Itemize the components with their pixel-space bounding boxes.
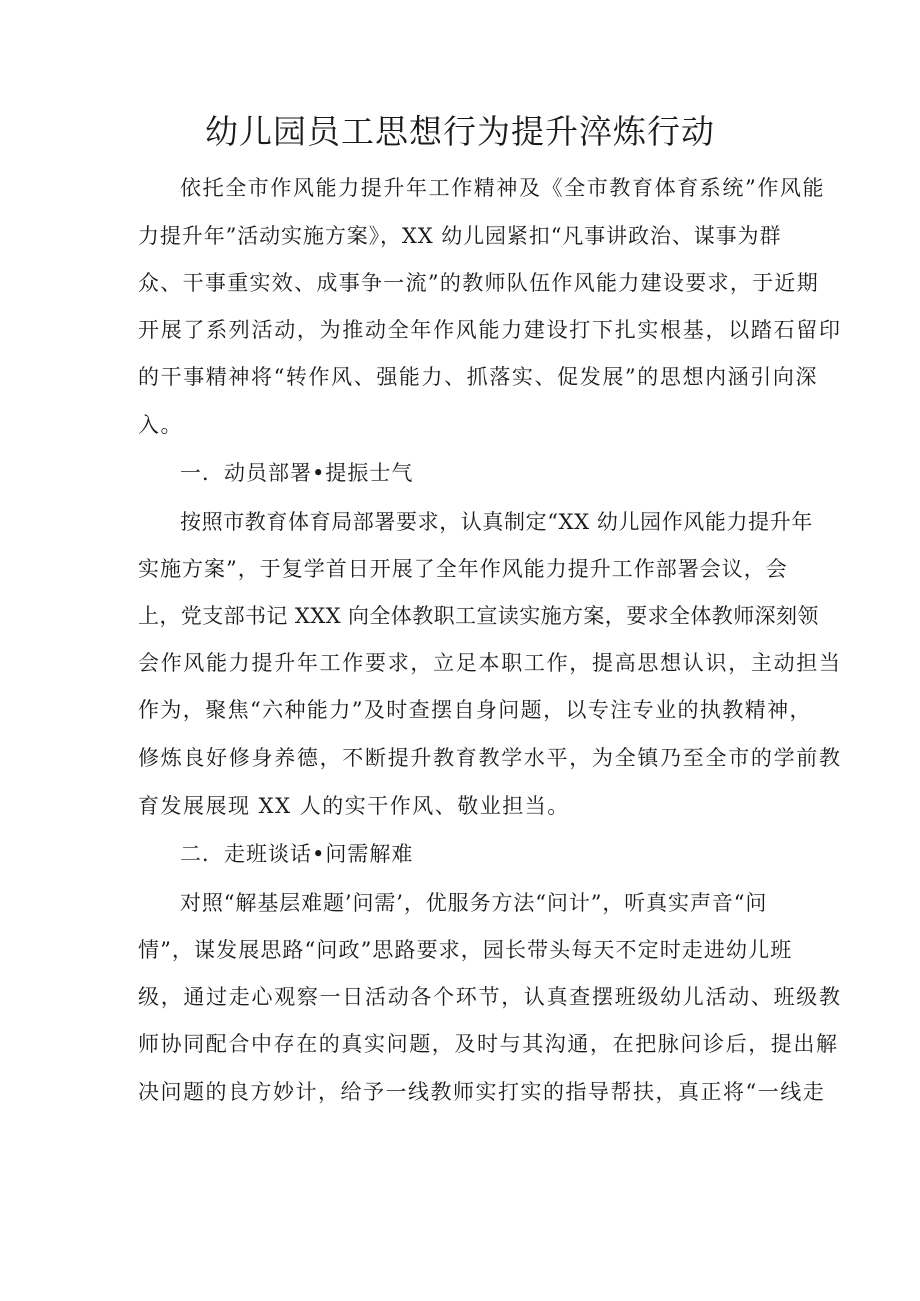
paragraph-line: 入。 [138,413,183,437]
paragraph-line: 级，通过走心观察一日活动各个环节，认真查摆班级幼儿活动、班级教 [138,985,842,1009]
paragraph-line: 上，党支部书记 XXX 向全体教职工宣读实施方案，要求全体教师深刻领 [138,604,819,628]
paragraph-line: 情”，谋发展思路“问政”思路要求，园长带头每天不定时走进幼儿班 [138,938,793,962]
paragraph-line: 师协同配合中存在的真实问题，及时与其沟通，在把脉问诊后，提出解 [138,1032,839,1056]
paragraph-line: 决问题的良方妙计，给予一线教师实打实的指导帮扶，真正将“一线走 [138,1080,826,1104]
paragraph-line: 会作风能力提升年工作要求，立足本职工作，提高思想认识，主动担当 [138,651,842,675]
paragraph-line: 修炼良好修身养德，不断提升教育教学水平，为全镇乃至全市的学前教 [138,746,842,770]
paragraph-line: 依托全市作风能力提升年工作精神及《全市教育体育系统”作风能 [180,176,826,200]
paragraph-line: 实施方案”，于复学首日开展了全年作风能力提升工作部署会议，会 [138,557,788,581]
paragraph-line: 作为，聚焦“六种能力”及时查摆自身问题，以专注专业的执教精神， [138,698,812,722]
paragraph-line: 众、干事重实效、成事争一流”的教师队伍作风能力建设要求，于近期 [138,271,820,295]
section-heading: 二．走班谈话•问需解难 [180,842,414,866]
paragraph-line: 按照市教育体育局部署要求，认真制定“XX 幼儿园作风能力提升年 [180,510,813,534]
paragraph-line: 育发展展现 XX 人的实干作风、敬业担当。 [138,794,570,818]
paragraph-line: 的干事精神将“转作风、强能力、抓落实、促发展”的思想内涵引向深 [138,365,819,389]
paragraph-line: 开展了系列活动，为推动全年作风能力建设打下扎实根基，以踏石留印 [138,318,842,342]
paragraph-line: 力提升年”活动实施方案》，XX 幼儿园紧扣“凡事讲政治、谋事为群 [138,224,782,248]
section-heading: 一．动员部署•提振士气 [180,461,414,485]
paragraph-line: 对照“解基层难题’问需’，优服务方法“问计”，听真实声音“问 [180,891,768,915]
document-title: 幼儿园员工思想行为提升淬炼行动 [205,112,715,151]
